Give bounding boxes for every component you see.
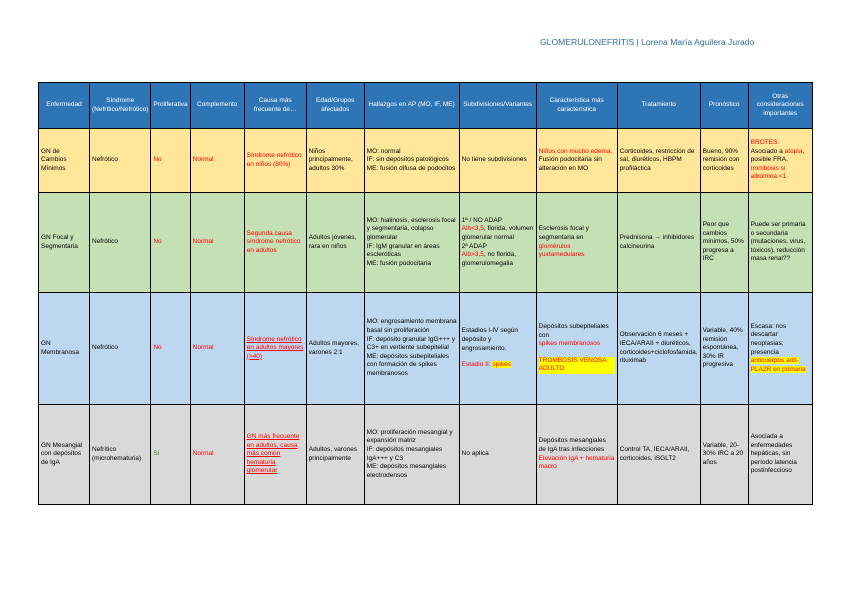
cell-sindrome: Nefrótico	[90, 193, 151, 293]
caracteristica-highlight: spikes membranosos	[538, 340, 601, 348]
col-sindrome: Síndrome (Nefrítico/Nefrótico)	[90, 83, 151, 129]
otras-part: , posible FRA,	[750, 147, 805, 164]
cell-caracteristica	[536, 193, 617, 293]
subdivision-part: 1ª / NO ADAP	[461, 216, 503, 224]
cell-complemento: Normal	[190, 293, 244, 405]
hallazgo-line: IF: depósito granular IgG+++ y C3+ en vertiente subepitelial	[366, 335, 456, 352]
cell-causa: Síndrome nefrótico en niños (80%)	[244, 129, 306, 193]
subdivision-part: Alb>3,5	[461, 251, 484, 259]
cell-proliferativa: No	[151, 129, 190, 193]
cell-proliferativa: No	[151, 293, 190, 405]
caracteristica-text: Depósitos mesangiales de IgA tras infecciones	[538, 437, 606, 453]
cell-pronostico: Variable, 40% remisión espontánea, 30% IR progresiva	[700, 293, 748, 405]
caracteristica-text: Esclerosis focal y segmentaria en	[538, 225, 589, 241]
glomerulonefritis-table	[38, 82, 813, 505]
hallazgo-line: IF: sin depósitos patológicos	[366, 156, 449, 164]
table-row	[39, 405, 813, 505]
cell-otras: Puede ser primaria o secundaria (mutaciones, virus, tóxicos), reducción masa renal??	[748, 193, 812, 293]
otras-part: BROTES.	[750, 139, 780, 147]
cell-subdivisiones	[459, 293, 536, 405]
cell-enfermedad: GN Focal y Segmentaria	[39, 193, 90, 293]
table-row	[39, 129, 813, 193]
page-header: GLOMERULONEFRITIS | Lorena María Aguilera Jurado	[540, 37, 755, 47]
cell-pronostico: Peor que cambios mínimos, 50% progresa a IRC	[700, 193, 748, 293]
subdivision-part: 2ª ADAP	[461, 242, 487, 250]
caracteristica-text: Depósitos subepiteliales con	[538, 323, 609, 339]
col-causa: Causa más frecuente de…	[244, 83, 306, 129]
cell-tratamiento: Observación 6 meses + IECA/ARAII + diuréticos, corticoides+ciclofosfamida, rituximab	[617, 293, 700, 405]
hallazgo-line: MO: normal	[366, 147, 401, 155]
cell-tratamiento: Corticoides, restricción de sal, diuréticos, HBPM profiláctica	[617, 129, 700, 193]
hallazgo-line: MO: hialinosis, esclerosis focal y segmentaria, colapso glomerular	[366, 216, 456, 241]
col-hallazgos: Hallazgos en AP (MO, IF, ME)	[364, 83, 459, 129]
cell-causa: Síndrome nefrótico en adultos mayores (>40)	[244, 293, 306, 405]
subdivision-part: , no florida, glomerulomegalia	[461, 251, 517, 267]
cell-sindrome: Nefrótico	[90, 293, 151, 405]
cell-edad: Niños principalmente, adultos 30%	[306, 129, 364, 193]
subdivision-part: spikes	[492, 361, 511, 369]
hallazgo-line: IF: IgM granular en áreas escleróticas	[366, 242, 440, 259]
col-enfermedad: Enfermedad	[39, 83, 90, 129]
otras-part: anticuerpos anti-PLA2R en primaria	[750, 357, 806, 373]
hallazgo-line: ME: fusión podocitaria	[366, 259, 431, 267]
subdivision-stage	[462, 361, 534, 370]
col-subdivisiones: Subdivisiones/Variantes	[459, 83, 536, 129]
cell-edad: Adultos, varones principalmente	[306, 405, 364, 505]
cell-subdivisiones: No aplica	[459, 405, 536, 505]
trombosis-highlight: TROMBOSIS VENOSA ADULTO	[539, 357, 615, 374]
cell-edad: Adultos jóvenes, rara en niños	[306, 193, 364, 293]
hallazgo-line: ME: depósitos subepiteliales con formación de spikes membranosos	[366, 352, 450, 377]
cell-hallazgos	[364, 129, 459, 193]
caracteristica-highlight: Elevación IgA + hematuria macro	[538, 454, 615, 471]
cell-pronostico: Bueno, 90% remisión con corticoides	[700, 129, 748, 193]
cell-sindrome: Nefrótico	[90, 129, 151, 193]
otras-part: atopia	[784, 147, 803, 155]
cell-hallazgos	[364, 293, 459, 405]
cell-caracteristica	[536, 129, 617, 193]
cell-hallazgos	[364, 193, 459, 293]
cell-complemento: Normal	[190, 405, 244, 505]
col-pronostico: Pronóstico	[700, 83, 748, 129]
col-tratamiento: Tratamiento	[617, 83, 700, 129]
caracteristica-highlight: Niños con mucho edema.	[538, 147, 613, 155]
cell-otras	[748, 293, 812, 405]
caracteristica-highlight: glomérulos yuxtamedulares	[538, 242, 585, 259]
cell-hallazgos	[364, 405, 459, 505]
cell-enfermedad: GN Mesangial con depósitos de IgA	[39, 405, 90, 505]
col-caracteristica: Característica más característica	[536, 83, 617, 129]
cell-subdivisiones: No tiene subdivisiones	[459, 129, 536, 193]
hallazgo-line: MO: proliferación mesangial y expansión matriz	[366, 428, 453, 445]
cell-complemento: Normal	[190, 193, 244, 293]
cell-caracteristica	[536, 405, 617, 505]
header-row	[39, 83, 813, 129]
subdivision-part: Estadios I-IV según depósito y engrosamiento.	[461, 327, 519, 352]
cell-enfermedad: GN de Cambios Mínimos	[39, 129, 90, 193]
cell-subdivisiones	[459, 193, 536, 293]
hallazgo-line: IF: depósitos mesangiales IgA+++ y C3	[366, 445, 443, 462]
otras-part: Asociado a	[750, 147, 783, 155]
subdivision-part: Alb<3,5	[461, 225, 484, 233]
cell-edad: Adultos mayores, varones 2:1	[306, 293, 364, 405]
hallazgo-line: ME: depósitos mesangiales electrodensos	[366, 463, 447, 479]
cell-pronostico: Variable, 20-30% IRC a 20 años	[700, 405, 748, 505]
hallazgo-line: ME: fusión difusa de podocitos	[366, 164, 456, 172]
otras-part: Escasa: nos descartar neoplasias; presencia	[750, 322, 787, 356]
cell-otras: Asociada a enfermedades hepáticas, sin período latencia postinfeccioso	[748, 405, 812, 505]
table-row	[39, 193, 813, 293]
subdivision-part: Estadio II:	[461, 361, 491, 369]
cell-enfermedad: GN Membranosa	[39, 293, 90, 405]
cell-caracteristica	[536, 293, 617, 405]
table-row	[39, 293, 813, 405]
cell-causa: Segunda causa síndrome nefrótico en adultos	[244, 193, 306, 293]
subdivision-part: , florida, volumen glomerular normal	[461, 225, 534, 241]
col-otras: Otras consideraciones importantes	[748, 83, 812, 129]
col-edad: Edad/Grupos afectados	[306, 83, 364, 129]
cell-sindrome: Nefrítico (microhematuria)	[90, 405, 151, 505]
otras-part: trombosis si albúmina <1	[750, 164, 787, 181]
cell-tratamiento: Control TA, IECA/ARAII, corticoides, iSGLT2	[617, 405, 700, 505]
col-proliferativa: Proliferativa	[151, 83, 190, 129]
cell-otras	[748, 129, 812, 193]
cell-proliferativa: Sí	[151, 405, 190, 505]
cell-tratamiento: Prednisona → inhibidores calcineurina	[617, 193, 700, 293]
hallazgo-line: MO: engrosamiento membrana basal sin proliferación	[366, 318, 457, 335]
cell-complemento: Normal	[190, 129, 244, 193]
col-complemento: Complemento	[190, 83, 244, 129]
caracteristica-text: Fusión podocitaria sin alteración en MO	[538, 156, 602, 172]
cell-causa: GN más frecuente en adultos, causa más común hematuria glomerular	[244, 405, 306, 505]
cell-proliferativa: No	[151, 193, 190, 293]
